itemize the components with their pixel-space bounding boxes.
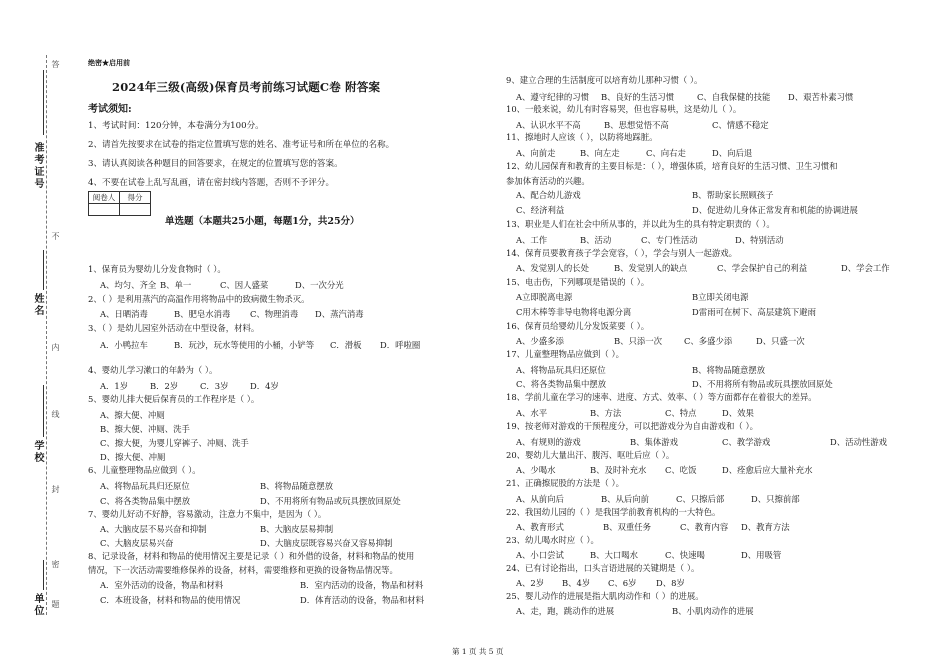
answer-option: C、教学游戏 xyxy=(722,437,771,447)
answer-option: D、教育方法 xyxy=(741,522,790,532)
question-stem: 18、学前儿童在学习的速率、进度、方式、效率、（ ）等方面都存在着很大的差异。 xyxy=(506,392,817,402)
answer-option: D、向后退 xyxy=(712,148,753,158)
answer-option: D、活动性游戏 xyxy=(830,437,887,447)
answer-option: B、将物品随意摆放 xyxy=(260,481,334,491)
answer-option: D、蒸汽消毒 xyxy=(315,309,364,319)
answer-option: D雷雨可在树下、高层建筑下避雨 xyxy=(692,307,816,317)
notice-item: 2、请首先按要求在试卷的指定位置填写您的姓名、准考证号和所在单位的名称。 xyxy=(88,140,395,150)
answer-option: C、物理消毒 xyxy=(250,309,299,319)
answer-option: A．小鸭拉车 xyxy=(100,340,148,350)
binding-strip xyxy=(0,0,60,671)
answer-option: B、小肌肉动作的进展 xyxy=(672,606,754,616)
question-stem: 20、婴幼儿大量出汗、腹泻、呕吐后应（ ）。 xyxy=(506,450,675,460)
answer-option: B立即关闭电源 xyxy=(692,292,749,302)
answer-option: A、将物品玩具归还原位 xyxy=(516,365,606,375)
answer-option: B、从后向前 xyxy=(601,494,650,504)
question-stem: 5、婴幼儿排大便后保育员的工作程序是（ ）。 xyxy=(88,394,260,404)
answer-option: A、发觉别人的长处 xyxy=(516,263,590,273)
exam-number-label: 准考证号 xyxy=(32,142,43,190)
answer-option: B、向左走 xyxy=(580,148,620,158)
answer-option: D．呼啦圈 xyxy=(380,340,421,350)
answer-option: C．3岁 xyxy=(200,381,229,391)
question-stem-continued: 参加体育活动的兴趣。 xyxy=(506,176,590,186)
question-stem: 12、幼儿园保育和教育的主要目标是：（ ），增强体质，培育良好的生活习惯、卫生习惯和 xyxy=(506,161,838,171)
notice-item: 4、不要在试卷上乱写乱画，请在密封线内答题，否则不予评分。 xyxy=(88,178,335,188)
answer-option: B、帮助家长照顾孩子 xyxy=(692,190,774,200)
answer-option: C、只擦后部 xyxy=(676,494,725,504)
answer-option: D、艰苦朴素习惯 xyxy=(788,92,854,102)
answer-option: B．2岁 xyxy=(150,381,179,391)
answer-option: C．滑板 xyxy=(330,340,362,350)
reviewer-cell[interactable] xyxy=(89,204,120,216)
score-header: 得分 xyxy=(120,192,151,204)
question-stem: 2、（ ）是利用蒸汽的高温作用将物品中的致病微生物杀灭。 xyxy=(88,294,310,304)
answer-option: A立即脱离电源 xyxy=(516,292,573,302)
score-table xyxy=(88,191,151,216)
answer-option: C、快速喝 xyxy=(665,550,705,560)
answer-option: D、效果 xyxy=(722,408,754,418)
question-stem: 4、婴幼儿学习漱口的年龄为（ ）。 xyxy=(88,365,218,375)
answer-option: B、发觉别人的缺点 xyxy=(614,263,688,273)
answer-option: C、多盛少添 xyxy=(684,336,733,346)
question-stem: 6、儿童整理物品应做到（ ）。 xyxy=(88,465,201,475)
answer-option: C、自我保健的技能 xyxy=(697,92,771,102)
answer-option: A、工作 xyxy=(516,235,548,245)
answer-option: D、擦大便、冲厕 xyxy=(100,452,166,462)
answer-option: D、只盛一次 xyxy=(756,336,805,346)
answer-option: A．室外活动的设备，物品和材料 xyxy=(100,580,224,590)
answer-option: D．4岁 xyxy=(250,381,279,391)
answer-option: B、只添一次 xyxy=(614,336,663,346)
answer-option: A、遵守纪律的习惯 xyxy=(516,92,590,102)
notice-heading: 考试须知: xyxy=(88,104,132,115)
answer-option: C、经济利益 xyxy=(516,205,565,215)
answer-option: C用木棒等非导电物将电源分离 xyxy=(516,307,632,317)
seal-char: 封 xyxy=(51,485,60,493)
answer-option: A、2岁 xyxy=(516,578,545,588)
name-label: 姓名 xyxy=(32,293,43,317)
answer-option: D、促进幼儿身体正常发育和机能的协调进展 xyxy=(692,205,858,215)
answer-option: A、水平 xyxy=(516,408,548,418)
answer-option: B、思想觉悟不高 xyxy=(604,120,669,130)
answer-option: B．室内活动的设备，物品和材料 xyxy=(300,580,424,590)
answer-option: B、良好的生活习惯 xyxy=(601,92,675,102)
answer-option: B、肥皂水消毒 xyxy=(174,309,231,319)
answer-option: C、特点 xyxy=(665,408,697,418)
question-stem: 10、一般来说，幼儿有时容易哭，但也容易哄，这是幼儿（ ）。 xyxy=(506,104,742,114)
answer-option: B、大脑皮层易抑制 xyxy=(260,524,334,534)
question-stem: 7、婴幼儿好动不好静，容易激动，注意力不集中，是因为（ ）。 xyxy=(88,509,327,519)
answer-option: A、均匀、齐全 xyxy=(100,280,157,290)
school-label: 学校 xyxy=(32,440,43,464)
answer-option: A、少盛多添 xyxy=(516,336,564,346)
answer-option: C、学会保护自己的利益 xyxy=(717,263,808,273)
answer-option: B、集体游戏 xyxy=(630,437,679,447)
answer-option: D、用吸管 xyxy=(741,550,782,560)
page-title: 2024年三级(高级)保育员考前练习试题C卷 附答案 xyxy=(112,80,381,94)
answer-option: A、教育形式 xyxy=(516,522,564,532)
answer-option: A、小口尝试 xyxy=(516,550,564,560)
seal-line xyxy=(46,55,47,615)
answer-option: B．玩沙，玩水等使用的小桶，小铲等 xyxy=(174,340,315,350)
answer-option: D、特别活动 xyxy=(735,235,784,245)
answer-option: C、擦大便，为婴儿穿裤子、冲厕、洗手 xyxy=(100,438,249,448)
answer-option: B、4岁 xyxy=(562,578,591,588)
question-stem-continued: 情况，下一次活动需要维修保养的设备，材料，需要维修和更换的设备物品情况等。 xyxy=(88,565,398,575)
unit-field[interactable] xyxy=(43,560,44,590)
answer-option: A、少喝水 xyxy=(516,465,556,475)
exam-number-field[interactable] xyxy=(43,70,44,135)
answer-option: D、8岁 xyxy=(656,578,685,588)
question-stem: 15、电击伤，下列哪项是错误的（ ）。 xyxy=(506,277,650,287)
reviewer-header: 阅卷人 xyxy=(89,192,120,204)
answer-option: A．1岁 xyxy=(100,381,129,391)
answer-option: C、因人盛菜 xyxy=(220,280,269,290)
answer-option: C、教育内容 xyxy=(680,522,729,532)
answer-option: C、吃饭 xyxy=(665,465,697,475)
question-stem: 22、我国幼儿园的（ ）是我国学前教育机构的一大特色。 xyxy=(506,507,721,517)
answer-option: A、擦大便、冲厕 xyxy=(100,410,165,420)
notice-item: 1、考试时间：120分钟，本卷满分为100分。 xyxy=(88,121,264,131)
seal-char: 线 xyxy=(51,410,60,418)
page-footer: 第 1 页 共 5 页 xyxy=(452,647,504,656)
answer-option: D、不用将所有物品或玩具摆放回原处 xyxy=(692,379,833,389)
answer-option: A、大脑皮层不易兴奋和抑制 xyxy=(100,524,207,534)
answer-option: A、日晒消毒 xyxy=(100,309,148,319)
answer-option: D、不用将所有物品或玩具摆放回原处 xyxy=(260,496,401,506)
answer-option: D、痊愈后应大量补充水 xyxy=(722,465,813,475)
question-stem: 14、保育员要教育孩子学会宽容，（ ），学会与别人一起游戏。 xyxy=(506,248,738,258)
question-stem: 3、（ ）是幼儿园室外活动在中型设备，材料。 xyxy=(88,323,260,333)
question-stem: 11、擦地时人应该（ ），以防将地踩脏。 xyxy=(506,132,658,142)
question-stem: 21、正确擦屁股的方法是（ ）。 xyxy=(506,478,624,488)
answer-option: C、专门性活动 xyxy=(641,235,698,245)
confidential-mark: 绝密★启用前 xyxy=(88,58,130,67)
question-stem: 9、建立合理的生活制度可以培育幼儿那种习惯（ ）。 xyxy=(506,75,703,85)
question-stem: 23、幼儿喝水时应（ ）。 xyxy=(506,535,599,545)
seal-char: 答 xyxy=(51,60,60,68)
question-stem: 1、保育员为婴幼儿分发食物时（ ）。 xyxy=(88,264,226,274)
answer-option: A、配合幼儿游戏 xyxy=(516,190,581,200)
answer-option: A、向前走 xyxy=(516,148,556,158)
answer-option: A、从前向后 xyxy=(516,494,564,504)
answer-option: B、擦大便、冲厕、洗手 xyxy=(100,424,190,434)
section-heading: 单选题（本题共25小题，每题1分，共25分） xyxy=(165,216,360,227)
question-stem: 13、职业是人们在社会中所从事的，并以此为生的具有特定职责的（ ）。 xyxy=(506,219,775,229)
answer-option: C、大脑皮层易兴奋 xyxy=(100,538,174,548)
question-stem: 24、已有讨论指出，口头言语进展的关键期是（ ）。 xyxy=(506,563,700,573)
answer-option: B、活动 xyxy=(580,235,612,245)
answer-option: D、只擦前部 xyxy=(751,494,800,504)
notice-item: 3、请认真阅读各种题目的回答要求，在规定的位置填写您的答案。 xyxy=(88,159,343,169)
answer-option: B、大口喝水 xyxy=(590,550,639,560)
answer-option: B、将物品随意摆放 xyxy=(692,365,766,375)
question-stem: 19、按老师对游戏的干预程度分，可以把游戏分为自由游戏和（ ）。 xyxy=(506,421,758,431)
answer-option: A、有规则的游戏 xyxy=(516,437,581,447)
answer-option: B、方法 xyxy=(590,408,622,418)
question-stem: 17、儿童整理物品应做到（ ）。 xyxy=(506,349,624,359)
answer-option: B、双重任务 xyxy=(603,522,652,532)
answer-option: C、将各类物品集中摆放 xyxy=(516,379,607,389)
school-field[interactable] xyxy=(43,385,44,437)
answer-option: C、将各类物品集中摆放 xyxy=(100,496,191,506)
answer-option: D、学会工作 xyxy=(841,263,890,273)
answer-option: A、认识水平不高 xyxy=(516,120,581,130)
answer-option: B、及时补充水 xyxy=(590,465,647,475)
answer-option: D．体育活动的设备，物品和材料 xyxy=(300,595,424,605)
answer-option: C、6岁 xyxy=(608,578,637,588)
question-stem: 16、保育员给婴幼儿分发饭菜要（ ）。 xyxy=(506,321,650,331)
answer-option: B、单一 xyxy=(160,280,192,290)
answer-option: C、情感不稳定 xyxy=(712,120,769,130)
answer-option: D、大脑皮层既容易兴奋又容易抑制 xyxy=(260,538,393,548)
seal-char: 题 xyxy=(51,600,60,608)
answer-option: C、向右走 xyxy=(646,148,686,158)
unit-label: 单位 xyxy=(32,593,43,617)
answer-option: A、走，跑，跳动作的进展 xyxy=(516,606,615,616)
answer-option: D、一次分光 xyxy=(295,280,344,290)
question-stem: 8、记录设备，材料和物品的使用情况主要是记录（ ）和外借的设备，材料和物品的使用 xyxy=(88,551,415,561)
seal-char: 不 xyxy=(51,232,60,240)
seal-char: 内 xyxy=(51,343,60,351)
name-field[interactable] xyxy=(43,250,44,290)
answer-option: C．本班设备，材料和物品的使用情况 xyxy=(100,595,241,605)
answer-option: A、将物品玩具归还原位 xyxy=(100,481,190,491)
seal-char: 密 xyxy=(51,560,60,568)
question-stem: 25、婴儿动作的进展是指大肌肉动作和（ ）的进展。 xyxy=(506,591,704,601)
score-cell[interactable] xyxy=(120,204,151,216)
